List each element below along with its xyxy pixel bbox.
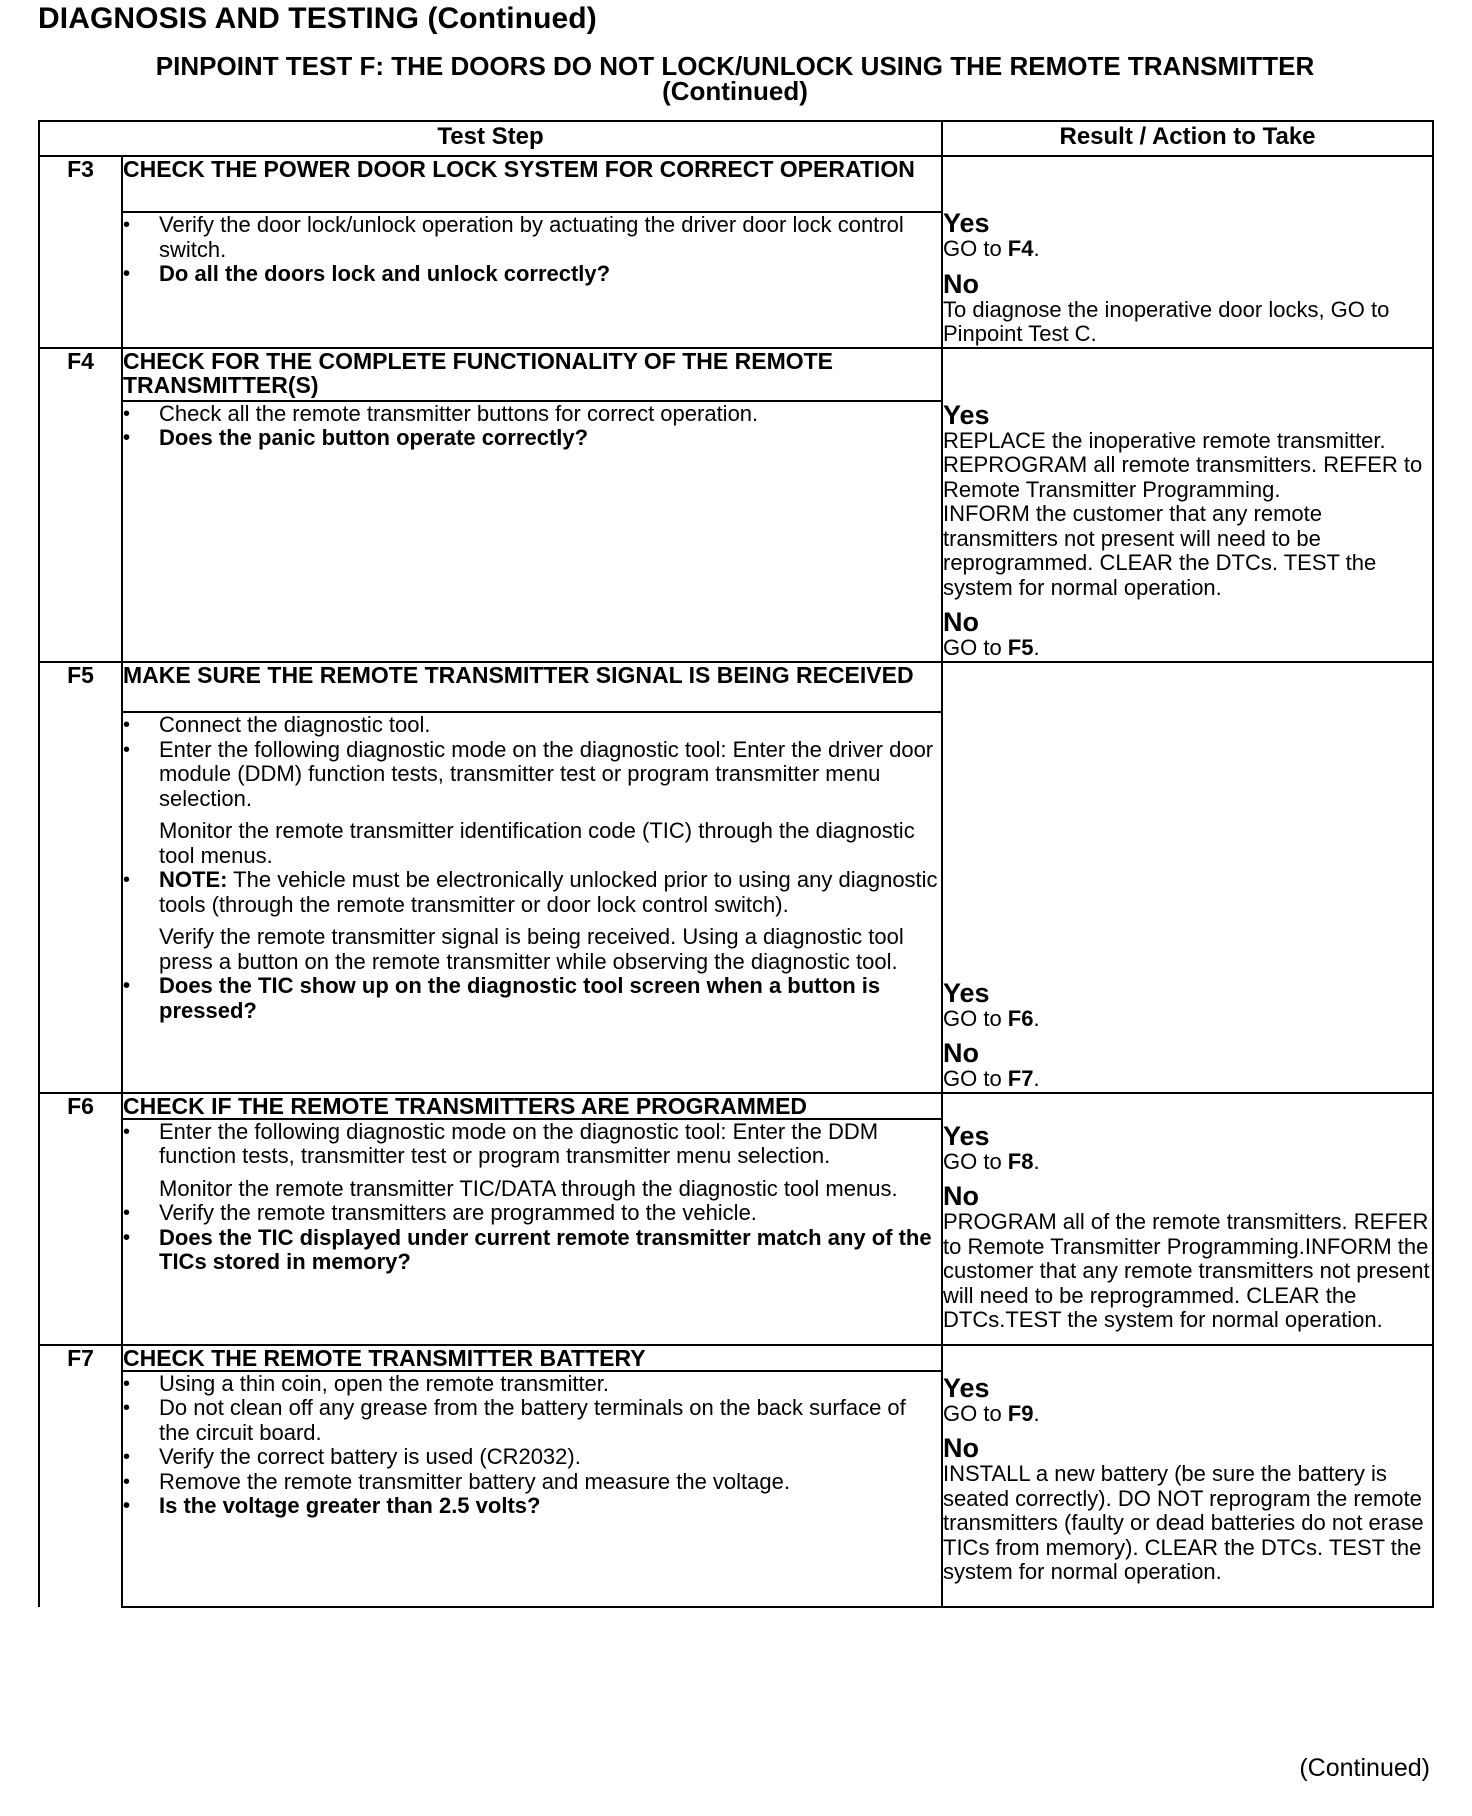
step-f6-result — [942, 1093, 1433, 1345]
step-id: F4 — [39, 348, 122, 662]
step-id: F5 — [39, 662, 122, 1093]
test-title-line1: PINPOINT TEST F: THE DOORS DO NOT LOCK/UNLOCK USING THE REMOTE TRANSMITTER — [155, 51, 1315, 81]
yes-label: Yes — [943, 1120, 990, 1151]
yes-label: Yes — [943, 399, 990, 430]
step-f5-result — [942, 662, 1433, 1093]
page-heading: DIAGNOSIS AND TESTING (Continued) — [38, 2, 597, 35]
yes-action: GO to F9. — [943, 1400, 1040, 1426]
no-label: No — [943, 268, 979, 299]
list-item: Monitor the remote transmitter identification code (TIC) through the diagnostic tool menus. — [159, 818, 915, 868]
list-item: • Using a thin coin, open the remote transmitter. — [123, 1372, 941, 1397]
step-title: CHECK THE REMOTE TRANSMITTER BATTERY — [122, 1345, 942, 1371]
step-body — [122, 1119, 942, 1345]
no-action: GO to F7. — [943, 1066, 1040, 1091]
list-item: • Verify the door lock/unlock operation by actuating the driver door lock control switch. — [123, 213, 941, 262]
step-title: CHECK FOR THE COMPLETE FUNCTIONALITY OF THE REMOTE TRANSMITTER(S) — [122, 348, 942, 401]
test-steps-table — [38, 120, 1434, 1608]
list-item: • Does the TIC displayed under current remote transmitter match any of the TICs stored in memory? — [123, 1226, 941, 1275]
step-f7-title-row — [39, 1345, 1433, 1371]
col-header-result: Result / Action to Take — [942, 121, 1433, 156]
yes-action: GO to F6. — [943, 1005, 1040, 1031]
note-label: NOTE: — [159, 867, 228, 893]
no-action: GO to F5. — [943, 635, 1040, 660]
step-title: MAKE SURE THE REMOTE TRANSMITTER SIGNAL IS BEING RECEIVED — [122, 662, 942, 713]
table-header-row — [39, 121, 1433, 156]
step-f3-title-row — [39, 156, 1433, 212]
no-action: To diagnose the inoperative door locks, GO to Pinpoint Test C. — [943, 296, 1390, 346]
yes-action-inform: INFORM the customer that any remote transmitters not present will need to be reprogrammed. CLEAR the DTCs. TEST the system for normal operation. — [943, 501, 1377, 600]
continued-note: (Continued) — [1299, 1754, 1430, 1782]
list-item: • Is the voltage greater than 2.5 volts? — [123, 1494, 941, 1519]
step-id: F6 — [39, 1093, 122, 1345]
step-f3-result — [942, 156, 1433, 348]
step-f6-title-row — [39, 1093, 1433, 1119]
list-item: • Do all the doors lock and unlock correctly? — [123, 262, 941, 287]
list-item: Monitor the remote transmitter TIC/DATA through the diagnostic tool menus. — [159, 1175, 898, 1201]
step-title: CHECK THE POWER DOOR LOCK SYSTEM FOR CORRECT OPERATION — [122, 156, 942, 212]
col-header-test-step: Test Step — [39, 121, 942, 156]
step-id: F3 — [39, 156, 122, 348]
step-f5-title-row — [39, 662, 1433, 713]
no-label: No — [943, 1038, 979, 1068]
yes-label: Yes — [943, 977, 990, 1008]
list-item: Verify the remote transmitter signal is being received. Using a diagnostic tool press a button on the remote transmitter while observing the diagnostic tool. — [159, 924, 904, 974]
list-item: • Does the TIC show up on the diagnostic tool screen when a button is pressed? — [123, 974, 941, 1023]
list-item: • Does the panic button operate correctly? — [123, 426, 941, 451]
list-item: • Verify the correct battery is used (CR2032). — [123, 1445, 941, 1470]
list-item: • Connect the diagnostic tool. — [123, 713, 941, 738]
no-label: No — [943, 1181, 979, 1211]
step-f4-result — [942, 348, 1433, 662]
step-id: F7 — [39, 1345, 122, 1607]
list-item: • Do not clean off any grease from the battery terminals on the back surface of the circuit board. — [123, 1396, 941, 1445]
no-label: No — [943, 607, 979, 637]
list-item: • Verify the remote transmitters are programmed to the vehicle. — [123, 1201, 941, 1226]
step-body — [122, 401, 942, 662]
list-item: • Enter the following diagnostic mode on the diagnostic tool: Enter the DDM function tests, transmitter test or program transmitter menu selection. — [123, 1120, 941, 1169]
list-item: • Enter the following diagnostic mode on the diagnostic tool: Enter the driver door module (DDM) function tests, transmitter test or program transmitter menu selection. — [123, 738, 941, 812]
step-title: CHECK IF THE REMOTE TRANSMITTERS ARE PROGRAMMED — [122, 1093, 942, 1119]
yes-label: Yes — [943, 1372, 990, 1403]
yes-action: REPLACE the inoperative remote transmitter. REPROGRAM all remote transmitters. REFER to Remote Transmitter Programming. — [943, 427, 1423, 502]
list-item-note: • NOTE: The vehicle must be electronically unlocked prior to using any diagnostic tools (through the remote transmitter or door lock control switch). — [123, 868, 941, 917]
yes-action: GO to F4. — [943, 236, 1040, 261]
step-f7-result — [942, 1345, 1433, 1607]
step-f4-title-row — [39, 348, 1433, 401]
yes-action: GO to F8. — [943, 1148, 1040, 1174]
no-action: INSTALL a new battery (be sure the battery is seated correctly). DO NOT reprogram the remote transmitters (faulty or dead batteries do not erase TICs from memory). CLEAR the DTCs. TEST the system for normal operation. — [943, 1461, 1424, 1584]
list-item: • Check all the remote transmitter buttons for correct operation. — [123, 402, 941, 427]
yes-label: Yes — [943, 208, 990, 238]
list-item: • Remove the remote transmitter battery and measure the voltage. — [123, 1470, 941, 1495]
step-body — [122, 212, 942, 347]
pinpoint-test-title — [38, 51, 1432, 106]
no-action: PROGRAM all of the remote transmitters. REFER to Remote Transmitter Programming.INFORM the customer that any remote transmitters not present will need to be reprogrammed. CLEAR the DTCs.TEST the system for normal operation. — [943, 1209, 1430, 1332]
test-title-line2: (Continued) — [662, 76, 808, 106]
step-body — [122, 712, 942, 1092]
step-body — [122, 1371, 942, 1607]
no-label: No — [943, 1433, 979, 1463]
